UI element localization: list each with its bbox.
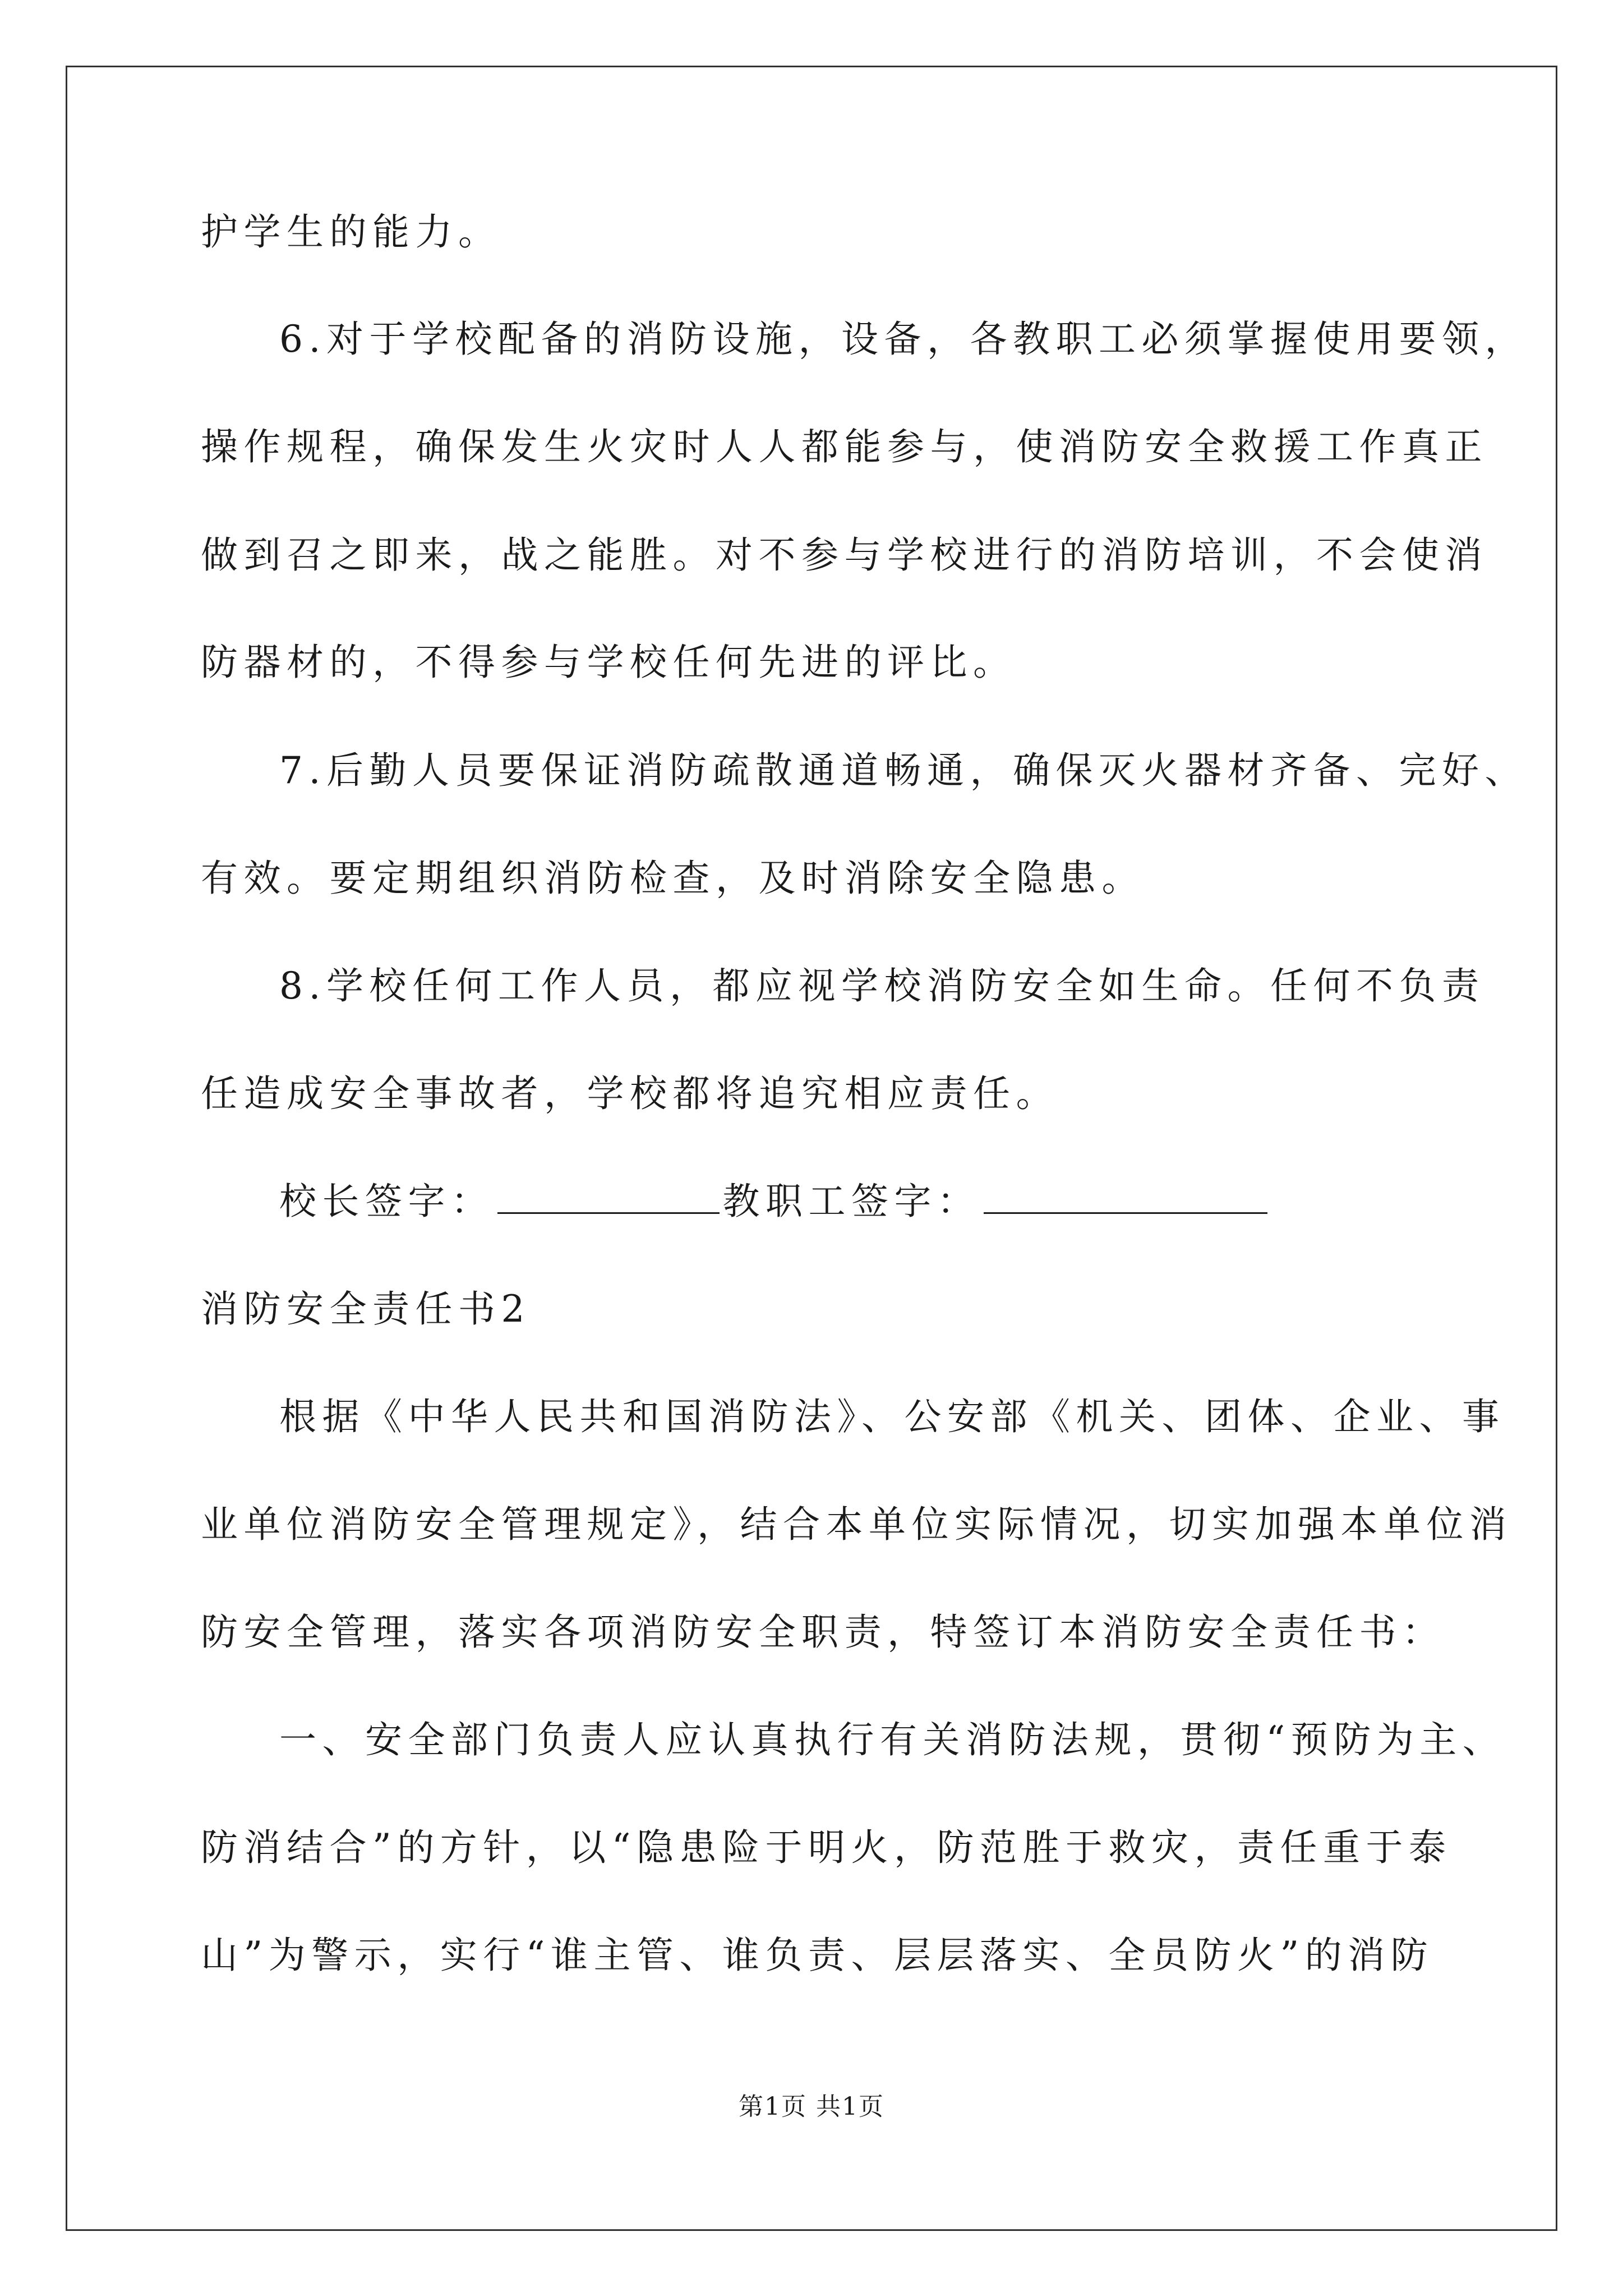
signature-line <box>279 1179 1271 1224</box>
body-line: 防消结合”的方针，以“隐患险于明火，防范胜于救灾，责任重于泰 <box>201 1826 1452 1869</box>
page-footer: 第1页 共1页 <box>739 2092 884 2121</box>
body-line: 8.学校任何工作人员，都应视学校消防安全如生命。任何不负责 <box>279 964 1485 1007</box>
body-line: 防安全管理，落实各项消防安全职责，特签订本消防安全责任书： <box>201 1611 1445 1654</box>
principal-signature-label: 校长签字： <box>279 1180 494 1223</box>
body-line: 根据《中华人民共和国消防法》、公安部《机关、团体、企业、事 <box>279 1395 1505 1438</box>
staff-signature-label: 教职工签字： <box>722 1180 980 1223</box>
body-line: 7.后勤人员要保证消防疏散通道畅通，确保灭火器材齐备、完好、 <box>279 749 1528 792</box>
body-line: 护学生的能力。 <box>201 210 501 254</box>
body-line: 操作规程，确保发生火灾时人人都能参与，使消防安全救援工作真正 <box>201 425 1488 468</box>
body-line: 6.对于学校配备的消防设施，设备，各教职工必须掌握使用要领， <box>279 318 1528 361</box>
body-line: 山”为警示，实行“谁主管、谁负责、层层落实、全员防火”的消防 <box>201 1934 1434 1977</box>
body-line: 防器材的，不得参与学校任何先进的评比。 <box>201 641 1016 684</box>
staff-signature-field[interactable] <box>984 1180 1267 1214</box>
section-title: 消防安全责任书2 <box>201 1287 531 1331</box>
principal-signature-field[interactable] <box>497 1180 720 1214</box>
page-border <box>66 66 1557 2231</box>
body-line: 有效。要定期组织消防检查，及时消除安全隐患。 <box>201 857 1145 900</box>
body-line: 一、安全部门负责人应认真执行有关消防法规，贯彻“预防为主、 <box>279 1718 1506 1761</box>
body-line: 做到召之即来，战之能胜。对不参与学校进行的消防培训，不会使消 <box>201 533 1488 577</box>
body-line: 任造成安全事故者，学校都将追究相应责任。 <box>201 1072 1059 1115</box>
body-line: 业单位消防安全管理规定》，结合本单位实际情况，切实加强本单位消 <box>201 1503 1513 1546</box>
